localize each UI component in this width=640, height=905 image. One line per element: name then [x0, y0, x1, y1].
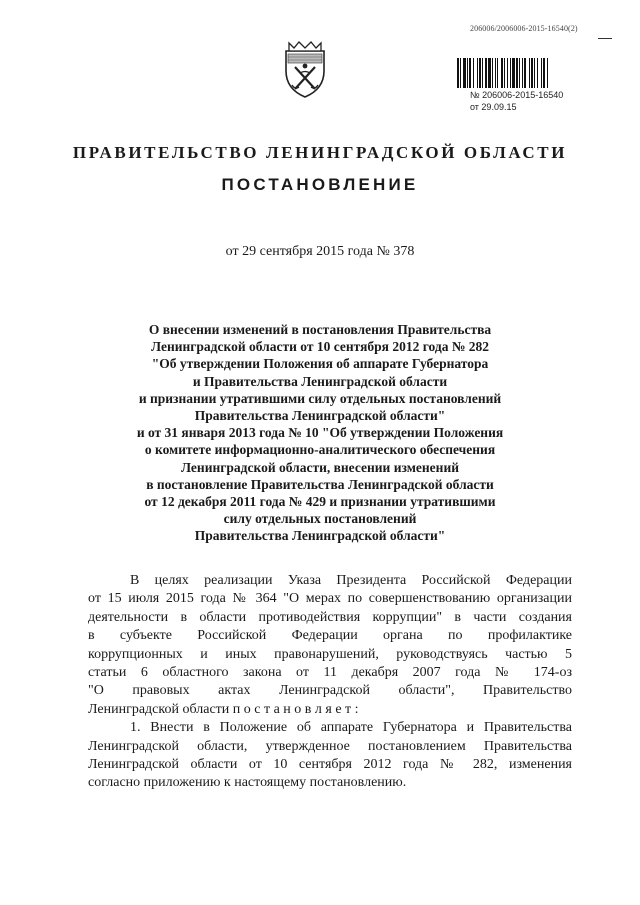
body-line: от 15 июля 2015 года № 364 "О мерах по совершенствованию организации — [88, 591, 572, 607]
document-subject — [100, 321, 540, 545]
registration-number: № 206006-2015-16540 — [470, 90, 564, 100]
reference-dash — [598, 38, 612, 39]
subject-line: силу отдельных постановлений — [223, 511, 417, 527]
paragraph-1 — [88, 572, 572, 719]
body-text — [88, 572, 572, 793]
subject-line: Правительства Ленинградской области" — [194, 408, 446, 424]
registration-date: от 29.09.15 — [470, 102, 517, 112]
subject-line: от 12 декабря 2011 года № 429 и признании утратившими — [144, 494, 496, 510]
body-line: статьи 6 областного закона от 11 декабря 2007 года № 174-оз — [88, 665, 572, 681]
subject-line: Правительства Ленинградской области" — [194, 528, 446, 544]
body-line: коррупционных и иных правонарушений, руководствуясь частью 5 — [88, 646, 572, 662]
body-line: Ленинградской области п о с т а н о в л я е т : — [88, 701, 359, 717]
subject-line: в постановление Правительства Ленинградской области — [146, 476, 494, 492]
body-line: Ленинградской области, утвержденное постановлением Правительства — [88, 738, 572, 754]
document-reference-code: 206006/2006006-2015-16540(2) — [470, 24, 578, 33]
document-date-number: от 29 сентября 2015 года № 378 — [225, 244, 415, 259]
paragraph-2 — [88, 719, 572, 793]
document-type: ПОСТАНОВЛЕНИЕ — [221, 175, 419, 194]
subject-line: "Об утверждении Положения об аппарате Губернатора — [151, 356, 489, 372]
body-line: в субъекте Российской Федерации органа по профилактике — [88, 628, 572, 644]
body-line: 1. Внести в Положение об аппарате Губернатора и Правительства — [130, 720, 572, 736]
body-line: согласно приложению к настоящему постановлению. — [88, 775, 407, 791]
body-line: В целях реализации Указа Президента Российской Федерации — [130, 573, 572, 588]
subject-line: и от 31 января 2013 года № 10 "Об утверждении Положения — [136, 425, 504, 441]
barcode — [456, 58, 616, 88]
body-line: Ленинградской области от 10 сентября 2012 года № 282, изменения — [88, 757, 572, 773]
subject-line: Ленинградской области, внесении изменений — [180, 459, 460, 475]
body-line: "О правовых актах Ленинградской области", Правительство — [88, 683, 572, 699]
body-line: деятельности в области противодействия коррупции" в части создания — [88, 609, 572, 625]
subject-line: О внесении изменений в постановления Правительства — [148, 322, 492, 337]
authority-title: ПРАВИТЕЛЬСТВО ЛЕНИНГРАДСКОЙ ОБЛАСТИ — [72, 143, 568, 162]
subject-line: и Правительства Ленинградской области — [192, 373, 448, 389]
subject-line: Ленинградской области от 10 сентября 2012 года № 282 — [150, 339, 490, 355]
subject-line: о комитете информационно-аналитического обеспечения — [144, 442, 496, 458]
leningrad-oblast-coat-of-arms — [280, 37, 330, 99]
subject-line: и признании утратившими силу отдельных постановлений — [138, 390, 502, 406]
